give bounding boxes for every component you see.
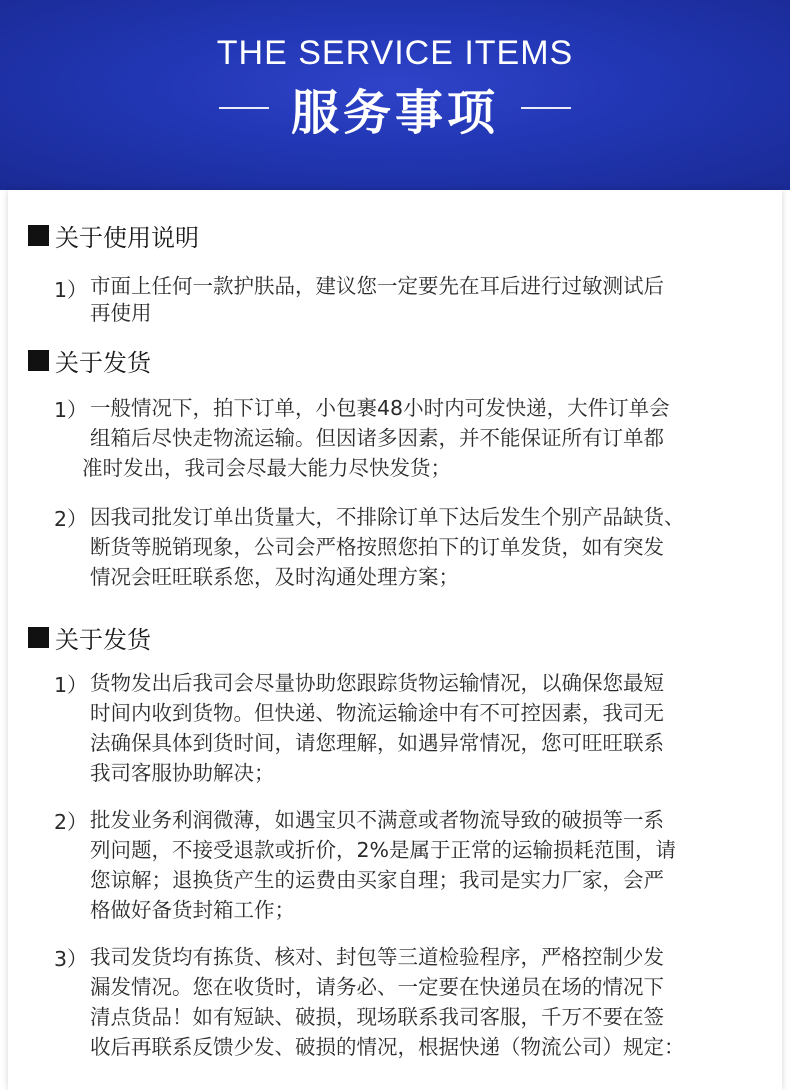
item-text-line: 货物发出后我司会尽量协助您跟踪货物运输情况，以确保您最短	[90, 671, 664, 695]
black-square-icon	[28, 225, 49, 246]
right-divider-line	[521, 107, 571, 109]
item-text-line: 我司发货均有拣货、核对、封包等三道检验程序，严格控制少发	[90, 945, 664, 969]
item-text-line: 我司客服协助解决；	[90, 761, 275, 785]
item-text-line: 组箱后尽快走物流运输。但因诸多因素，并不能保证所有订单都	[90, 426, 664, 450]
black-square-icon	[28, 350, 49, 371]
item-text-line: 市面上任何一款护肤品，建议您一定要先在耳后进行过敏测试后	[90, 274, 664, 298]
item-number: 3）	[54, 947, 88, 971]
section-heading-label: 关于发货	[55, 348, 151, 377]
section-heading-shipping-2	[28, 620, 151, 654]
item-text-line: 列问题，不接受退款或折价，2%是属于正常的运输损耗范围，请	[90, 838, 677, 862]
banner-title-row	[0, 76, 790, 140]
item-text-line: 时间内收到货物。但快递、物流运输途中有不可控因素，我司无	[90, 701, 664, 725]
section-heading-shipping	[28, 343, 151, 377]
section-heading-usage	[28, 218, 199, 252]
banner-title-english: THE SERVICE ITEMS	[216, 34, 574, 72]
item-number: 2）	[54, 507, 88, 531]
item-number: 1）	[54, 398, 88, 422]
item-text-line: 准时发出，我司会尽最大能力尽快发货；	[82, 456, 451, 480]
left-divider-line	[219, 107, 269, 109]
item-number: 2）	[54, 810, 88, 834]
item-text-line: 格做好备货封箱工作；	[90, 898, 295, 922]
banner-title-chinese: 服务事项	[290, 84, 499, 141]
item-text-line: 因我司批发订单出货量大，不排除订单下达后发生个别产品缺货、	[90, 505, 685, 529]
item-text-line: 法确保具体到货时间，请您理解，如遇异常情况，您可旺旺联系	[90, 731, 664, 755]
section-heading-label: 关于发货	[55, 625, 151, 654]
item-number: 1）	[54, 278, 88, 302]
section-heading-label: 关于使用说明	[55, 223, 199, 252]
item-text-line: 断货等脱销现象，公司会严格按照您拍下的订单发货，如有突发	[90, 535, 664, 559]
header-banner	[0, 0, 790, 190]
item-number: 1）	[54, 673, 88, 697]
item-text-line: 漏发情况。您在收货时，请务必、一定要在快递员在场的情况下	[90, 975, 664, 999]
item-text-line: 您谅解；退换货产生的运费由买家自理；我司是实力厂家，会严	[90, 868, 664, 892]
item-text-line: 再使用	[90, 301, 152, 325]
item-text-line: 情况会旺旺联系您，及时沟通处理方案；	[90, 565, 459, 589]
black-square-icon	[28, 627, 49, 648]
item-text-line: 收后再联系反馈少发、破损的情况，根据快递（物流公司）规定：	[90, 1035, 685, 1059]
item-text-line: 一般情况下，拍下订单，小包裹48小时内可发快递，大件订单会	[90, 396, 670, 420]
item-text-line: 批发业务利润微薄，如遇宝贝不满意或者物流导致的破损等一系	[90, 808, 664, 832]
item-text-line: 清点货品！如有短缺、破损，现场联系我司客服，千万不要在签	[90, 1005, 664, 1029]
